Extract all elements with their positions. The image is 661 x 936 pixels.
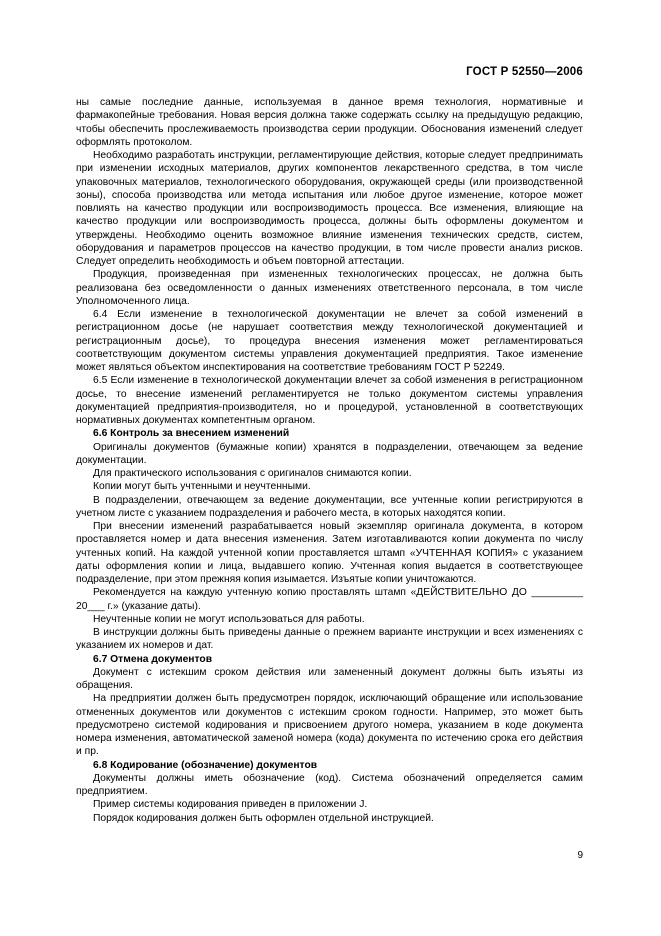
body-paragraph: На предприятии должен быть предусмотрен порядок, исключающий обращение или использование отмененных документов или документов с истекшим сроком годности. Например, это может быть предусмотрено системой кодирования и присвоением другого номера, указанием в коде документа номера изменения, автоматической заменой номера (кода) документа по истечению срока его действия и пр.	[76, 693, 583, 758]
body-paragraph: В подразделении, отвечающем за ведение документации, все учтенные копии регистрируются в учетном листе с указанием подразделения и рабочего места, в которых находятся копии.	[76, 494, 583, 519]
body-paragraph: Порядок кодирования должен быть оформлен отдельной инструкцией.	[93, 812, 434, 824]
body-paragraph: ны самые последние данные, используемая в данное время технология, нормативные и фармакопейные требования. Новая версия должна также содержать ссылку на предыдущую редакцию, чтобы обеспечить прослеживаемость производства серии продукции. Обоснования изменений следует оформлять протоколом.	[76, 97, 583, 148]
body-paragraph: Для практического использования с оригиналов снимаются копии.	[93, 468, 412, 479]
body-paragraph: Необходимо разработать инструкции, регламентирующие действия, которые следует предпринимать при изменении исходных материалов, других компонентов лекарственного средства, в том числе упаковочных материалов, технологического оборудования, окружающей среды (или производственной зоны), способа производства или метода испытания или любое другое изменение, которое может повлиять на качество продукции или воспроизводимость процесса. Все изменения, влияющие на качество продукции или воспроизводимость процесса, должны быть оформлены документом и утверждены. Необходимо оценить возможное влияние изменения технических средств, систем, оборудования и параметров процессов на качество продукции, в том числе провести анализ рисков. Следует определить необходимость и объем повторной аттестации.	[76, 150, 583, 267]
body-paragraph: Оригиналы документов (бумажные копии) хранятся в подразделении, отвечающем за ведение документации.	[76, 441, 583, 466]
section-heading: 6.6 Контроль за внесением изменений	[93, 428, 290, 440]
body-paragraph: В инструкции должны быть приведены данные о прежнем варианте инструкции и всех изменениях с указанием их номеров и дат.	[76, 627, 583, 652]
body-paragraph: 6.4 Если изменение в технологической документации не влечет за собой изменений в регистрационном досье (не нарушает соответствия между технологической документацией и регистрационным досье), то процедура внесения изменения может регламентироваться соответствующим документом системы управления документацией предприятия. Такое изменение может являться объектом инспектирования на соответствие требованиям ГОСТ Р 52249.	[76, 309, 583, 373]
body-paragraph: Документы должны иметь обозначение (код). Система обозначений определяется самим предприятием.	[76, 772, 583, 797]
body-paragraph: При внесении изменений разрабатывается новый экземпляр оригинала документа, в котором проставляется номер и дата внесения изменения. Затем изготавливаются копии документа по числу учтенных копий. На каждой учтенной копии проставляется штамп «УЧТЕННАЯ КОПИЯ» с указанием даты оформления копии и лица, выдавшего копию. Учтенная копия выдается в соответствующее подразделение, при этом прежняя копия изымается. Изъятые копии уничтожаются.	[76, 521, 583, 585]
body-paragraph: Документ с истекшим сроком действия или замененный документ должны быть изъяты из обращения.	[76, 666, 583, 691]
section-heading: 6.7 Отмена документов	[93, 653, 213, 665]
document-code-header: ГОСТ Р 52550—2006	[466, 66, 583, 78]
section-heading: 6.8 Кодирование (обозначение) документов	[93, 759, 318, 771]
page-number: 9	[577, 850, 583, 861]
body-paragraph: Неучтенные копии не могут использоваться для работы.	[93, 613, 365, 625]
body-paragraph: Пример системы кодирования приведен в приложении J.	[93, 799, 368, 811]
body-paragraph: Рекомендуется на каждую учтенную копию проставлять штамп «ДЕЙСТВИТЕЛЬНО ДО _________ 20___ г.» (указание даты).	[76, 587, 583, 612]
body-paragraph: Копии могут быть учтенными и неучтенными.	[93, 481, 311, 493]
body-paragraph: Продукция, произведенная при измененных технологических процессах, не должна быть реализована без осведомленности о данных изменениях ответственного персонала, в том числе Уполномоченного лица.	[76, 269, 583, 307]
document-body	[76, 96, 583, 825]
body-paragraph: 6.5 Если изменение в технологической документации влечет за собой изменения в регистрационном досье, то внесение изменений регламентируется не только документом системы управления документацией предприятия-производителя, но и процедурой, установленной в соответствующих нормативных документах компетентным органом.	[76, 375, 583, 426]
